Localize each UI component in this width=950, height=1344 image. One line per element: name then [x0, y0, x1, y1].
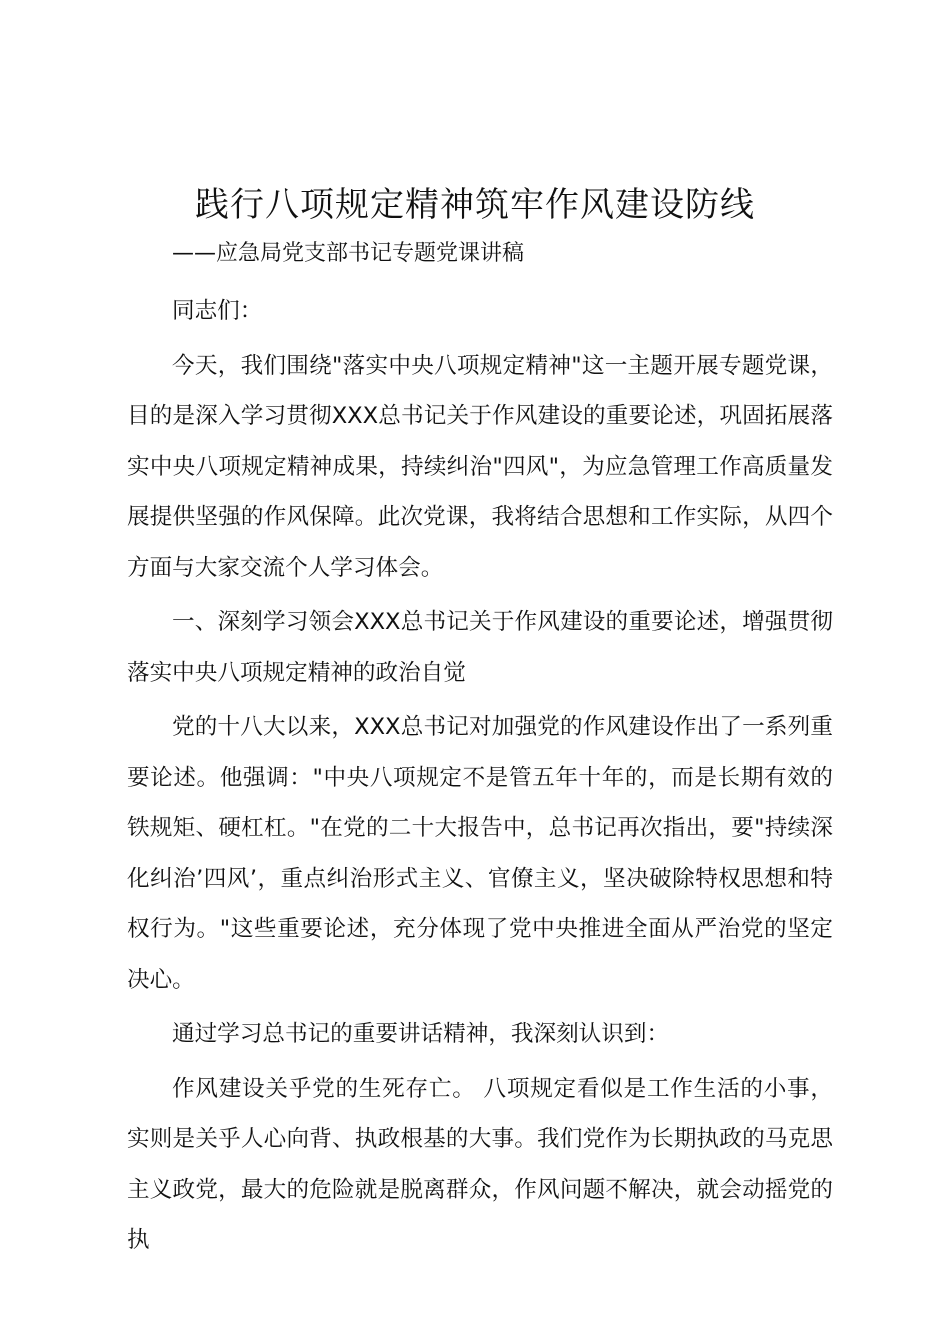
section-heading-1: 一、深刻学习领会XXX总书记关于作风建设的重要论述，增强贯彻落实中央八项规定精神的政治自觉 [127, 609, 833, 686]
document-subtitle: ——应急局党支部书记专题党课讲稿 [172, 241, 525, 266]
body-paragraph: 党的十八大以来，XXX总书记对加强党的作风建设作出了一系列重要论述。他强调："中央八项规定不是管五年十年的，而是长期有效的铁规矩、硬杠杠。"在党的二十大报告中，总书记再次指出，要"持续深化纠治’四风’，重点纠治形式主义、官僚主义，坚决破除特权思想和特权行为。"这些重要论述，充分体现了党中央推进全面从严治党的坚定决心。 [127, 714, 833, 993]
document-title: 践行八项规定精神筑牢作风建设防线 [195, 185, 755, 225]
body-paragraph: 通过学习总书记的重要讲话精神，我深刻认识到： [172, 1021, 670, 1047]
body-paragraph: 作风建设关乎党的生死存亡。 八项规定看似是工作生活的小事，实则是关乎人心向背、执政根基的大事。我们党作为长期执政的马克思主义政党，最大的危险就是脱离群众，作风问题不解决，就会动摇党的执 [127, 1075, 833, 1253]
intro-paragraph: 今天，我们围绕"落实中央八项规定精神"这一主题开展专题党课，目的是深入学习贯彻XXX总书记关于作风建设的重要论述，巩固拓展落实中央八项规定精神成果，持续纠治"四风"，为应急管理工作高质量发展提供坚强的作风保障。此次党课，我将结合思想和工作实际，从四个方面与大家交流个人学习体会。 [127, 352, 833, 581]
salutation: 同志们： [172, 298, 263, 324]
document-body [127, 286, 833, 1270]
